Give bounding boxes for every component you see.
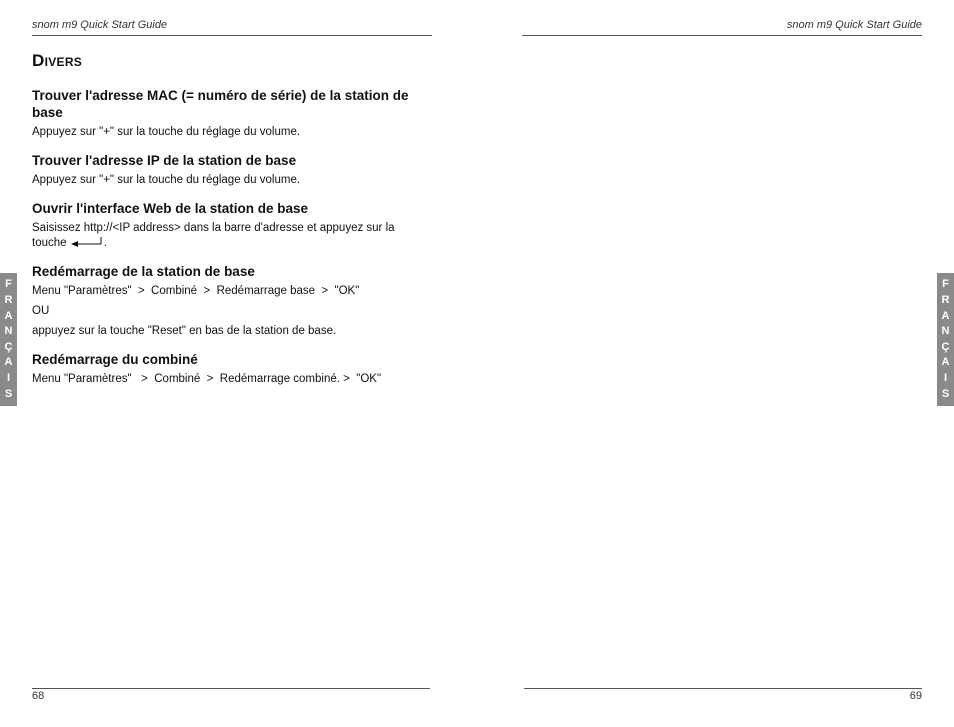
tab-letter: F	[942, 278, 949, 291]
enter-key-icon	[71, 237, 103, 247]
section-web	[32, 200, 432, 251]
page-title: Divers	[32, 51, 83, 70]
tab-letter: R	[941, 293, 950, 306]
left-language-tab	[0, 273, 17, 406]
tab-letter: F	[5, 278, 12, 291]
section-text: Menu "Paramètres" > Combiné > Redémarrage base > "OK"	[32, 285, 360, 297]
tab-letter: R	[4, 293, 13, 306]
section-ip	[32, 152, 432, 188]
right-header-rule	[522, 35, 922, 36]
section-heading: Redémarrage du combiné	[32, 352, 198, 367]
left-page-number: 68	[32, 690, 45, 702]
tab-letter: Ç	[4, 340, 13, 353]
section-text: Menu "Paramètres" > Combiné > Redémarrage combiné. > "OK"	[32, 373, 382, 385]
tab-letter: S	[941, 387, 950, 400]
tab-letter: S	[4, 387, 13, 400]
section-text: appuyez sur la touche "Reset" en bas de la station de base.	[32, 325, 337, 337]
section-heading: Redémarrage de la station de base	[32, 264, 255, 279]
right-language-tab	[937, 273, 954, 406]
tab-letter: A	[941, 356, 950, 369]
tab-letter: I	[6, 372, 11, 385]
tab-letter: A	[941, 309, 950, 322]
right-page-number: 69	[909, 690, 922, 702]
left-content	[32, 52, 432, 399]
left-header-rule	[32, 35, 432, 36]
tab-letter: Ç	[941, 340, 950, 353]
right-footer-rule	[524, 688, 922, 689]
section-text: Appuyez sur "+" sur la touche du réglage du volume.	[32, 174, 301, 186]
section-restart-handset	[32, 351, 432, 387]
section-heading: Trouver l'adresse MAC (= numéro de série) de la station de base	[32, 88, 409, 120]
section-text: Appuyez sur "+" sur la touche du réglage du volume.	[32, 126, 301, 138]
left-header: snom m9 Quick Start Guide	[32, 19, 168, 31]
section-heading: Trouver l'adresse IP de la station de base	[32, 153, 297, 168]
right-header: snom m9 Quick Start Guide	[786, 19, 922, 31]
section-mac	[32, 87, 432, 140]
tab-letter: A	[4, 309, 13, 322]
section-text: OU	[32, 305, 50, 317]
tab-letter: A	[4, 356, 13, 369]
section-heading: Ouvrir l'interface Web de la station de base	[32, 201, 309, 216]
left-footer-rule	[32, 688, 430, 689]
section-text	[32, 221, 432, 251]
tab-letter: N	[941, 325, 950, 338]
web-instruction-end: .	[103, 237, 107, 249]
tab-letter: I	[943, 372, 948, 385]
web-instruction: Saisissez http://<IP address> dans la barre d'adresse et appuyez sur la touche	[32, 222, 395, 249]
section-restart-base	[32, 263, 432, 339]
tab-letter: N	[4, 325, 13, 338]
